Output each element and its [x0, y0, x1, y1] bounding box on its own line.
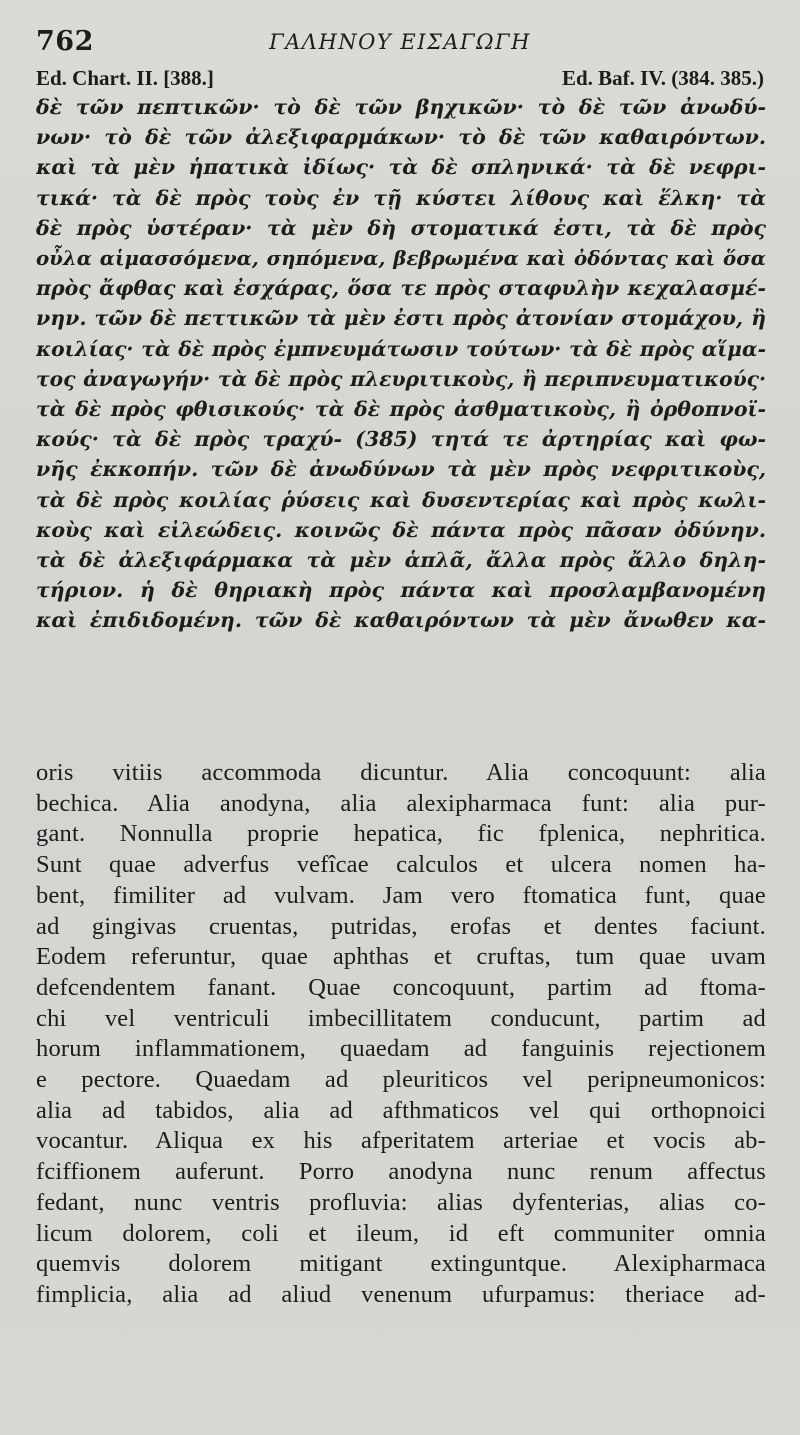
greek-text-line: δὲ πρὸς ὑστέραν· τὰ μὲν δὴ στοματικά ἐστι, τὰ δὲ πρὸς: [36, 215, 766, 240]
greek-text-line: νων· τὸ δὲ τῶν ἀλεξιφαρμάκων· τὸ δὲ τῶν καθαιρόντων.: [36, 125, 766, 150]
latin-text-line: fedant, nunc ventris profluvia: alias dyfenterias, alias co-: [36, 1188, 766, 1216]
latin-text-line: horum inflammationem, quaedam ad fanguinis rejectionem: [36, 1035, 766, 1063]
latin-text-line: fimplicia, alia ad aliud venenum ufurpamus: theriace ad-: [36, 1280, 766, 1308]
greek-text-line: καὶ ἐπιδιδομένη. τῶν δὲ καθαιρόντων τὰ μὲν ἄνωθεν κα-: [36, 608, 766, 633]
greek-text-line: δὲ τῶν πεπτικῶν· τὸ δὲ τῶν βηχικῶν· τὸ δὲ τῶν ἀνωδύ-: [36, 95, 766, 119]
greek-text-line: τος ἀναγωγήν· τὰ δὲ πρὸς πλευριτικοὺς, ἢ περιπνευματικούς·: [36, 366, 766, 391]
greek-text-line: τὰ δὲ ἀλεξιφάρμακα τὰ μὲν ἁπλᾶ, ἄλλα πρὸς ἄλλο δηλη-: [36, 548, 766, 573]
latin-text-line: gant. Nonnulla proprie hepatica, fic fplenica, nephritica.: [36, 820, 766, 848]
latin-text-line: bechica. Alia anodyna, alia alexipharmaca funt: alia pur-: [36, 789, 766, 817]
running-head: [36, 26, 764, 62]
latin-text-line: chi vel ventriculi imbecillitatem conducunt, partim ad: [36, 1004, 766, 1032]
latin-text-line: quemvis dolorem mitigant extinguntque. Alexipharmaca: [36, 1250, 766, 1278]
latin-text-line: ad gingivas cruentas, putridas, erofas et dentes faciunt.: [36, 912, 766, 940]
greek-text-line: κούς· τὰ δὲ πρὸς τραχύ- (385) τητά τε ἀρτηρίας καὶ φω-: [36, 427, 766, 452]
latin-text-line: bent, fimiliter ad vulvam. Jam vero ftomatica funt, quae: [36, 881, 766, 909]
running-title: ΓΑΛΗΝΟΥ ΕΙΣΑΓΩΓΗ: [269, 30, 531, 54]
latin-text-line: licum dolorem, coli et ileum, id eft communiter omnia: [36, 1219, 766, 1247]
greek-text-line: οὖλα αἱμασσόμενα, σηπόμενα, βεβρωμένα καὶ ὀδόντας καὶ ὅσα: [36, 246, 766, 271]
edition-references: [36, 66, 764, 92]
greek-text-line: τικά· τὰ δὲ πρὸς τοὺς ἐν τῇ κύστει λίθους καὶ ἕλκη· τὰ: [36, 185, 766, 210]
greek-text-line: τήριον. ἡ δὲ θηριακὴ πρὸς πάντα καὶ προσλαμβανομένη: [36, 578, 766, 603]
edition-basel-reference: Ed. Baf. IV. (384. 385.): [561, 66, 764, 90]
greek-text-line: τὰ δὲ πρὸς κοιλίας ῥύσεις καὶ δυσεντερίας καὶ πρὸς κωλι-: [36, 487, 766, 512]
greek-text-line: νῆς ἐκκοπήν. τῶν δὲ ἀνωδύνων τὰ μὲν πρὸς νεφριτικοὺς,: [36, 457, 766, 482]
greek-text-line: πρὸς ἄφθας καὶ ἐσχάρας, ὅσα τε πρὸς σταφυλὴν κεχαλασμέ-: [36, 276, 766, 301]
latin-text-line: vocantur. Aliqua ex his afperitatem arteriae et vocis ab-: [36, 1127, 766, 1155]
greek-text-block: [36, 92, 766, 636]
latin-text-line: Eodem referuntur, quae aphthas et cruftas, tum quae uvam: [36, 943, 766, 971]
latin-text-line: alia ad tabidos, alia ad afthmaticos vel qui orthopnoici: [36, 1096, 766, 1124]
latin-text-block: [36, 758, 766, 1311]
latin-text-line: oris vitiis accommoda dicuntur. Alia concoquunt: alia: [36, 759, 766, 786]
greek-text-line: τὰ δὲ πρὸς φθισικούς· τὰ δὲ πρὸς ἀσθματικοὺς, ἢ ὀρθοπνοϊ-: [36, 397, 766, 422]
greek-text-line: κοὺς καὶ εἰλεώδεις. κοινῶς δὲ πάντα πρὸς πᾶσαν ὀδύνην.: [36, 517, 766, 542]
latin-text-line: defcendentem fanant. Quae concoquunt, partim ad ftoma-: [36, 973, 766, 1001]
edition-chartier-reference: Ed. Chart. II. [388.]: [36, 66, 214, 90]
page-number: 762: [36, 26, 94, 57]
latin-text-line: fciffionem auferunt. Porro anodyna nunc renum affectus: [36, 1158, 766, 1186]
latin-text-line: Sunt quae adverfus vefîcae calculos et ulcera nomen ha-: [36, 851, 766, 879]
latin-text-line: e pectore. Quaedam ad pleuriticos vel peripneumonicos:: [36, 1066, 766, 1094]
greek-text-line: νην. τῶν δὲ πεττικῶν τὰ μὲν ἐστι πρὸς ἀτονίαν στομάχου, ἢ: [36, 306, 766, 331]
greek-text-line: καὶ τὰ μὲν ἡπατικὰ ἰδίως· τὰ δὲ σπληνικά· τὰ δὲ νεφρι-: [36, 155, 766, 180]
greek-text-line: κοιλίας· τὰ δὲ πρὸς ἐμπνευμάτωσιν τούτων· τὰ δὲ πρὸς αἵμα-: [36, 336, 766, 361]
